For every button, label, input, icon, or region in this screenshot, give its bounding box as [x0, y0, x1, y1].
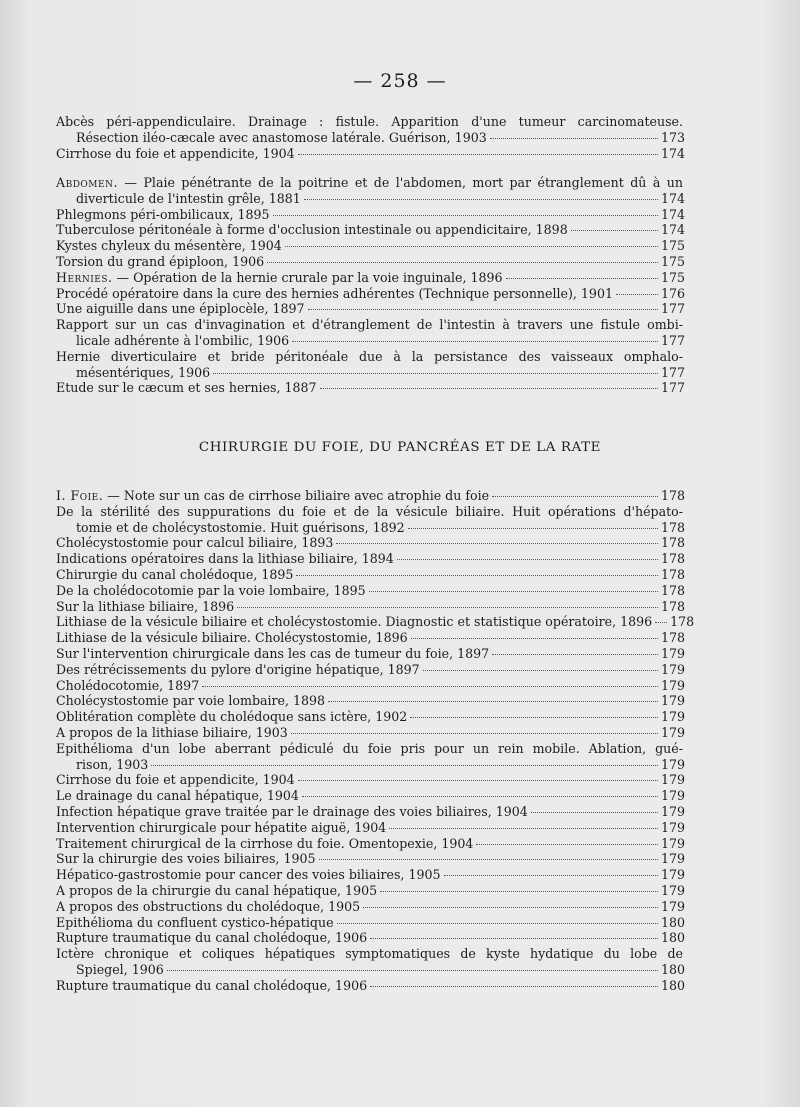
entry-row	[56, 898, 686, 915]
dot-leader	[319, 859, 659, 860]
entry-row	[56, 598, 686, 615]
entry-text: Ictère chronique et coliques hépatiques symptomatiques de kyste hydatique du lobe de	[56, 946, 683, 962]
dot-leader	[380, 891, 658, 892]
entry-title: Torsion du grand épiploon, 1906	[56, 253, 265, 269]
dot-leader	[369, 591, 658, 592]
dot-leader	[292, 341, 658, 342]
page-ref: 178	[661, 566, 686, 582]
page-ref: 177	[661, 364, 686, 380]
entry-text: Rapport sur un cas d'invagination et d'étranglement de l'intestin à travers une fistule ombi-	[56, 317, 683, 333]
entry-text	[56, 820, 386, 836]
entry-title: Intervention chirurgicale pour hépatite aiguë, 1904	[56, 819, 387, 835]
entry-title: — Opération de la hernie crurale par la voie inguinale, 1896	[116, 269, 503, 285]
entry-row	[56, 380, 686, 396]
entry-row	[56, 582, 686, 599]
entry-row	[56, 206, 686, 223]
dot-leader	[336, 543, 658, 544]
entry-text	[56, 301, 305, 317]
entry-prefix: Abdomen.	[56, 175, 118, 190]
entry-row	[56, 535, 686, 551]
entry-text	[56, 583, 366, 599]
entry-row	[56, 882, 686, 899]
entry-row	[56, 332, 686, 349]
entry-row	[56, 285, 686, 302]
entry-row	[56, 566, 686, 583]
entry-text: Hernie diverticulaire et bride péritonéale due à la persistance des vaisseaux omphalo-	[56, 348, 683, 364]
toc-entry	[56, 380, 686, 396]
page-ref: 175	[661, 269, 686, 285]
entry-title: Etude sur le cæcum et ses hernies, 1887	[56, 380, 317, 396]
entry-row	[56, 190, 686, 207]
entry-text	[56, 930, 367, 946]
toc-entry	[56, 114, 686, 146]
toc-entry	[56, 317, 686, 349]
entry-row	[56, 803, 686, 820]
dot-leader	[296, 575, 658, 576]
page-ref: 179	[661, 709, 686, 725]
page-ref: 179	[661, 724, 686, 740]
page-ref: 178	[661, 535, 686, 551]
entry-title: Une aiguille dans une épiplocèle, 1897	[56, 301, 305, 317]
entry-text	[56, 899, 360, 915]
entry-text	[56, 270, 503, 286]
toc-entry	[56, 946, 686, 978]
entry-line	[56, 946, 683, 962]
entry-row	[56, 867, 686, 883]
toc-entry	[56, 661, 686, 678]
entry-title: Lithiase de la vésicule biliaire. Cholécystostomie, 1896	[56, 630, 408, 646]
toc-entry	[56, 803, 686, 820]
entry-title: Cirrhose du foie et appendicite, 1904	[56, 772, 295, 788]
entry-title: Sur la chirurgie des voies biliaires, 1905	[56, 851, 316, 867]
dot-leader	[444, 875, 659, 876]
dot-leader	[370, 938, 658, 939]
entry-title: Oblitération complète du cholédoque sans ictère, 1902	[56, 709, 408, 725]
entry-row	[56, 269, 686, 286]
dot-leader	[167, 970, 658, 971]
entry-title: Chirurgie du canal cholédoque, 1895	[56, 566, 294, 582]
page-ref: 179	[661, 898, 686, 914]
toc-entry	[56, 614, 695, 630]
entry-row	[56, 488, 686, 504]
toc-entry	[56, 503, 686, 536]
page-ref: 179	[661, 788, 686, 804]
entry-title: A propos de la chirurgie du canal hépatique, 1905	[56, 882, 378, 898]
dot-leader	[298, 154, 658, 155]
toc-entry	[56, 851, 686, 867]
entry-row	[56, 551, 686, 567]
dot-leader	[531, 812, 658, 813]
entry-title: Le drainage du canal hépatique, 1904	[56, 788, 299, 804]
dot-leader	[410, 717, 658, 718]
entry-line	[56, 504, 683, 520]
toc-entry	[56, 882, 686, 899]
entry-text	[56, 867, 441, 883]
dot-leader	[492, 496, 658, 497]
entry-row	[56, 145, 686, 162]
page-ref: 180	[661, 977, 686, 993]
page-ref: 178	[661, 630, 686, 646]
entry-text	[56, 535, 333, 551]
page-number: — 258 —	[353, 70, 447, 92]
dot-leader	[370, 986, 658, 987]
toc-entry	[56, 488, 686, 504]
entry-row	[56, 772, 686, 788]
entry-row	[56, 724, 686, 741]
entry-text	[56, 836, 473, 852]
toc-entry	[56, 145, 686, 162]
dot-leader	[492, 654, 658, 655]
page-ref: 179	[661, 645, 686, 661]
toc-entry	[56, 867, 686, 883]
entry-row	[56, 851, 686, 867]
entry-line	[56, 349, 683, 365]
page-ref: 176	[661, 285, 686, 301]
toc-entry	[56, 566, 686, 583]
entry-title: Rupture traumatique du canal cholédoque, 1906	[56, 930, 368, 946]
entry-text	[76, 191, 301, 207]
entry-title: Résection iléo-cæcale avec anastomose latérale. Guérison, 1903	[76, 129, 487, 145]
dot-leader	[273, 215, 658, 216]
entry-text	[76, 130, 487, 146]
entry-title: licale adhérente à l'ombilic, 1906	[76, 332, 290, 348]
entry-text	[56, 551, 394, 567]
entry-title: Cholédocotomie, 1897	[56, 677, 200, 693]
entry-title: Sur l'intervention chirurgicale dans les cas de tumeur du foie, 1897	[56, 645, 490, 661]
entry-text	[56, 915, 334, 931]
page-ref: 178	[661, 488, 686, 503]
entry-text	[56, 146, 295, 162]
page-ref: 179	[661, 677, 686, 693]
dot-leader	[267, 262, 658, 263]
entry-title: Traitement chirurgical de la cirrhose du foie. Omentopexie, 1904	[56, 835, 474, 851]
dot-leader	[423, 670, 658, 671]
entry-text	[56, 772, 295, 788]
entry-row	[56, 961, 686, 978]
dot-leader	[476, 844, 658, 845]
entry-text	[56, 599, 234, 615]
entry-text	[56, 883, 377, 899]
page-ref: 179	[661, 803, 686, 819]
toc-entry	[56, 222, 686, 238]
entry-row	[56, 630, 686, 646]
toc-entry	[56, 301, 686, 317]
toc-entry	[56, 348, 686, 381]
entry-title: Procédé opératoire dans la cure des hernies adhérentes (Technique personnelle), 1901	[56, 285, 613, 301]
entry-text	[56, 614, 652, 630]
toc-entry	[56, 772, 686, 788]
toc-entry	[56, 709, 686, 725]
entry-row	[56, 301, 686, 317]
dot-leader	[308, 309, 658, 310]
entry-text	[56, 630, 408, 646]
page-ref: 179	[661, 661, 686, 677]
toc-entry	[56, 740, 686, 773]
dot-leader	[320, 388, 658, 389]
entry-title: Kystes chyleux du mésentère, 1904	[56, 238, 282, 254]
entry-row	[56, 222, 686, 238]
dot-leader	[151, 765, 658, 766]
entry-row	[56, 129, 686, 146]
toc-entry	[56, 835, 686, 852]
entry-text	[56, 238, 282, 254]
entry-text	[56, 286, 613, 302]
page-ref: 180	[661, 930, 686, 946]
entry-text	[56, 725, 288, 741]
entry-row	[56, 835, 686, 852]
entry-title: Hépatico-gastrostomie pour cancer des voies biliaires, 1905	[56, 867, 441, 883]
dot-leader	[506, 278, 658, 279]
entry-line	[56, 317, 683, 333]
toc-entry	[56, 788, 686, 804]
entry-row	[56, 238, 686, 254]
entry-title: A propos de la lithiase biliaire, 1903	[56, 724, 288, 740]
entry-title: diverticule de l'intestin grêle, 1881	[76, 190, 301, 206]
page-ref: 178	[661, 519, 686, 535]
page-ref: 175	[661, 253, 686, 269]
page-ref: 180	[661, 914, 686, 930]
page-ref: 174	[661, 222, 686, 238]
entry-row	[56, 693, 686, 709]
dot-leader	[363, 907, 658, 908]
toc-entry	[56, 253, 686, 270]
entry-title: Des rétrécissements du pylore d'origine hépatique, 1897	[56, 661, 420, 677]
entry-title: Lithiase de la vésicule biliaire et cholécystostomie. Diagnostic et statistique opératoire, 1896	[56, 614, 653, 630]
dot-leader	[298, 780, 658, 781]
dot-leader	[337, 923, 658, 924]
page-ref: 174	[661, 206, 686, 222]
dot-leader	[408, 528, 658, 529]
entry-text	[56, 978, 367, 994]
entry-text	[56, 646, 489, 662]
toc-entry	[56, 898, 686, 915]
entry-row	[56, 977, 686, 994]
entry-text	[76, 520, 405, 536]
entry-text	[56, 678, 199, 694]
page-ref: 174	[661, 190, 686, 206]
dot-leader	[490, 138, 658, 139]
entry-title: — Note sur un cas de cirrhose biliaire avec atrophie du foie	[107, 488, 490, 503]
abdomen-entries-block	[56, 175, 686, 396]
entry-row	[56, 677, 686, 694]
toc-entry	[56, 693, 686, 709]
entry-row	[56, 709, 686, 725]
page-ref: 179	[661, 851, 686, 867]
top-entries-block	[56, 114, 686, 161]
page-ref: 179	[661, 693, 686, 709]
entry-row	[56, 788, 686, 804]
entry-text	[56, 662, 420, 678]
entry-title: mésentériques, 1906	[76, 364, 211, 380]
entry-text	[56, 693, 325, 709]
entry-text	[56, 222, 568, 238]
entry-text	[56, 709, 407, 725]
foie-entries-block	[56, 488, 695, 994]
section-title: CHIRURGIE DU FOIE, DU PANCRÉAS ET DE LA RATE	[198, 440, 602, 455]
entry-prefix: Hernies.	[56, 269, 113, 285]
entry-text: Epithélioma d'un lobe aberrant pédiculé du foie pris pour un rein mobile. Ablation, gué-	[56, 740, 683, 756]
entry-text	[56, 851, 316, 867]
entry-line	[56, 741, 683, 757]
entry-row	[56, 914, 686, 931]
dot-leader	[397, 559, 658, 560]
page-ref: 174	[661, 145, 686, 161]
entry-text: De la stérilité des suppurations du foie et de la vésicule biliaire. Huit opérations d'hépato-	[56, 503, 683, 519]
entry-row	[56, 253, 686, 270]
entry-line	[56, 175, 683, 191]
entry-text	[56, 207, 270, 223]
dot-leader	[328, 701, 658, 702]
toc-entry	[56, 977, 686, 994]
dot-leader	[616, 294, 658, 295]
page-ref: 179	[661, 867, 686, 883]
entry-row	[56, 614, 695, 630]
entry-title: Cirrhose du foie et appendicite, 1904	[56, 145, 295, 161]
toc-entry	[56, 819, 686, 836]
page-ref: 178	[661, 551, 686, 567]
entry-text	[56, 788, 299, 804]
toc-entry	[56, 930, 686, 946]
dot-leader	[213, 373, 658, 374]
toc-entry	[56, 269, 686, 286]
page-ref: 177	[661, 380, 686, 396]
entry-row	[56, 519, 686, 536]
entry-title: Cholécystostomie par voie lombaire, 1898	[56, 693, 326, 709]
toc-entry	[56, 535, 686, 551]
entry-title: rison, 1903	[76, 756, 149, 772]
dot-leader	[304, 199, 658, 200]
page-ref: 180	[661, 961, 686, 977]
entry-text	[76, 365, 210, 381]
entry-row	[56, 930, 686, 946]
toc-entry	[56, 645, 686, 662]
page-ref: 179	[661, 756, 686, 772]
page-ref: 179	[661, 835, 686, 851]
entry-title: De la cholédocotomie par la voie lombaire, 1895	[56, 582, 366, 598]
toc-entry	[56, 598, 686, 615]
entry-text	[76, 333, 289, 349]
page-ref: 177	[661, 332, 686, 348]
dot-leader	[237, 607, 658, 608]
page-ref: 177	[661, 301, 686, 317]
entry-title: A propos des obstructions du cholédoque, 1905	[56, 898, 361, 914]
entry-title: Tuberculose péritonéale à forme d'occlusion intestinale ou appendicitaire, 1898	[56, 222, 568, 238]
entry-title: Sur la lithiase biliaire, 1896	[56, 598, 235, 614]
dot-leader	[571, 230, 658, 231]
dot-leader	[411, 638, 658, 639]
entry-title: Spiegel, 1906	[76, 961, 164, 977]
page-ref: 178	[670, 614, 695, 630]
toc-entry	[56, 724, 686, 741]
toc-entry	[56, 677, 686, 694]
dot-leader	[389, 828, 658, 829]
entry-row	[56, 645, 686, 662]
entry-text	[56, 254, 264, 270]
entry-row	[56, 364, 686, 381]
page-ref: 173	[661, 129, 686, 145]
entry-row	[56, 756, 686, 773]
page-ref: 175	[661, 238, 686, 254]
toc-entry	[56, 630, 686, 646]
dot-leader	[202, 686, 658, 687]
entry-text	[56, 804, 528, 820]
dot-leader	[655, 622, 667, 623]
entry-row	[56, 661, 686, 678]
page-ref: 179	[661, 772, 686, 788]
entry-text	[56, 567, 293, 583]
entry-title: Infection hépatique grave traitée par le drainage des voies biliaires, 1904	[56, 803, 528, 819]
toc-entry	[56, 914, 686, 931]
dot-leader	[302, 796, 658, 797]
entry-text	[56, 380, 317, 396]
entry-text: — Plaie pénétrante de la poitrine et de l'abdomen, mort par étranglement dû à un	[124, 175, 683, 190]
toc-entry	[56, 285, 686, 302]
dot-leader	[291, 733, 658, 734]
entry-title: Rupture traumatique du canal cholédoque, 1906	[56, 977, 368, 993]
entry-prefix: I. Foie.	[56, 488, 104, 503]
entry-row	[56, 819, 686, 836]
toc-entry	[56, 175, 686, 207]
toc-entry	[56, 238, 686, 254]
toc-entry	[56, 551, 686, 567]
entry-text	[76, 757, 148, 773]
page-ref: 178	[661, 582, 686, 598]
entry-line	[56, 114, 683, 130]
entry-title: Cholécystostomie pour calcul biliaire, 1893	[56, 535, 334, 551]
entry-title: tomie et de cholécystostomie. Huit guérisons, 1892	[76, 519, 405, 535]
toc-entry	[56, 582, 686, 599]
dot-leader	[285, 246, 658, 247]
entry-title: Epithélioma du confluent cystico-hépatique	[56, 914, 334, 930]
entry-title: Indications opératoires dans la lithiase biliaire, 1894	[56, 551, 394, 567]
page-ref: 179	[661, 819, 686, 835]
entry-text: Abcès péri-appendiculaire. Drainage : fistule. Apparition d'une tumeur carcinomateuse.	[56, 114, 683, 129]
page-ref: 179	[661, 882, 686, 898]
entry-text	[76, 962, 164, 978]
entry-text	[56, 488, 489, 504]
entry-title: Phlegmons péri-ombilicaux, 1895	[56, 206, 270, 222]
toc-entry	[56, 206, 686, 223]
page-ref: 178	[661, 598, 686, 614]
